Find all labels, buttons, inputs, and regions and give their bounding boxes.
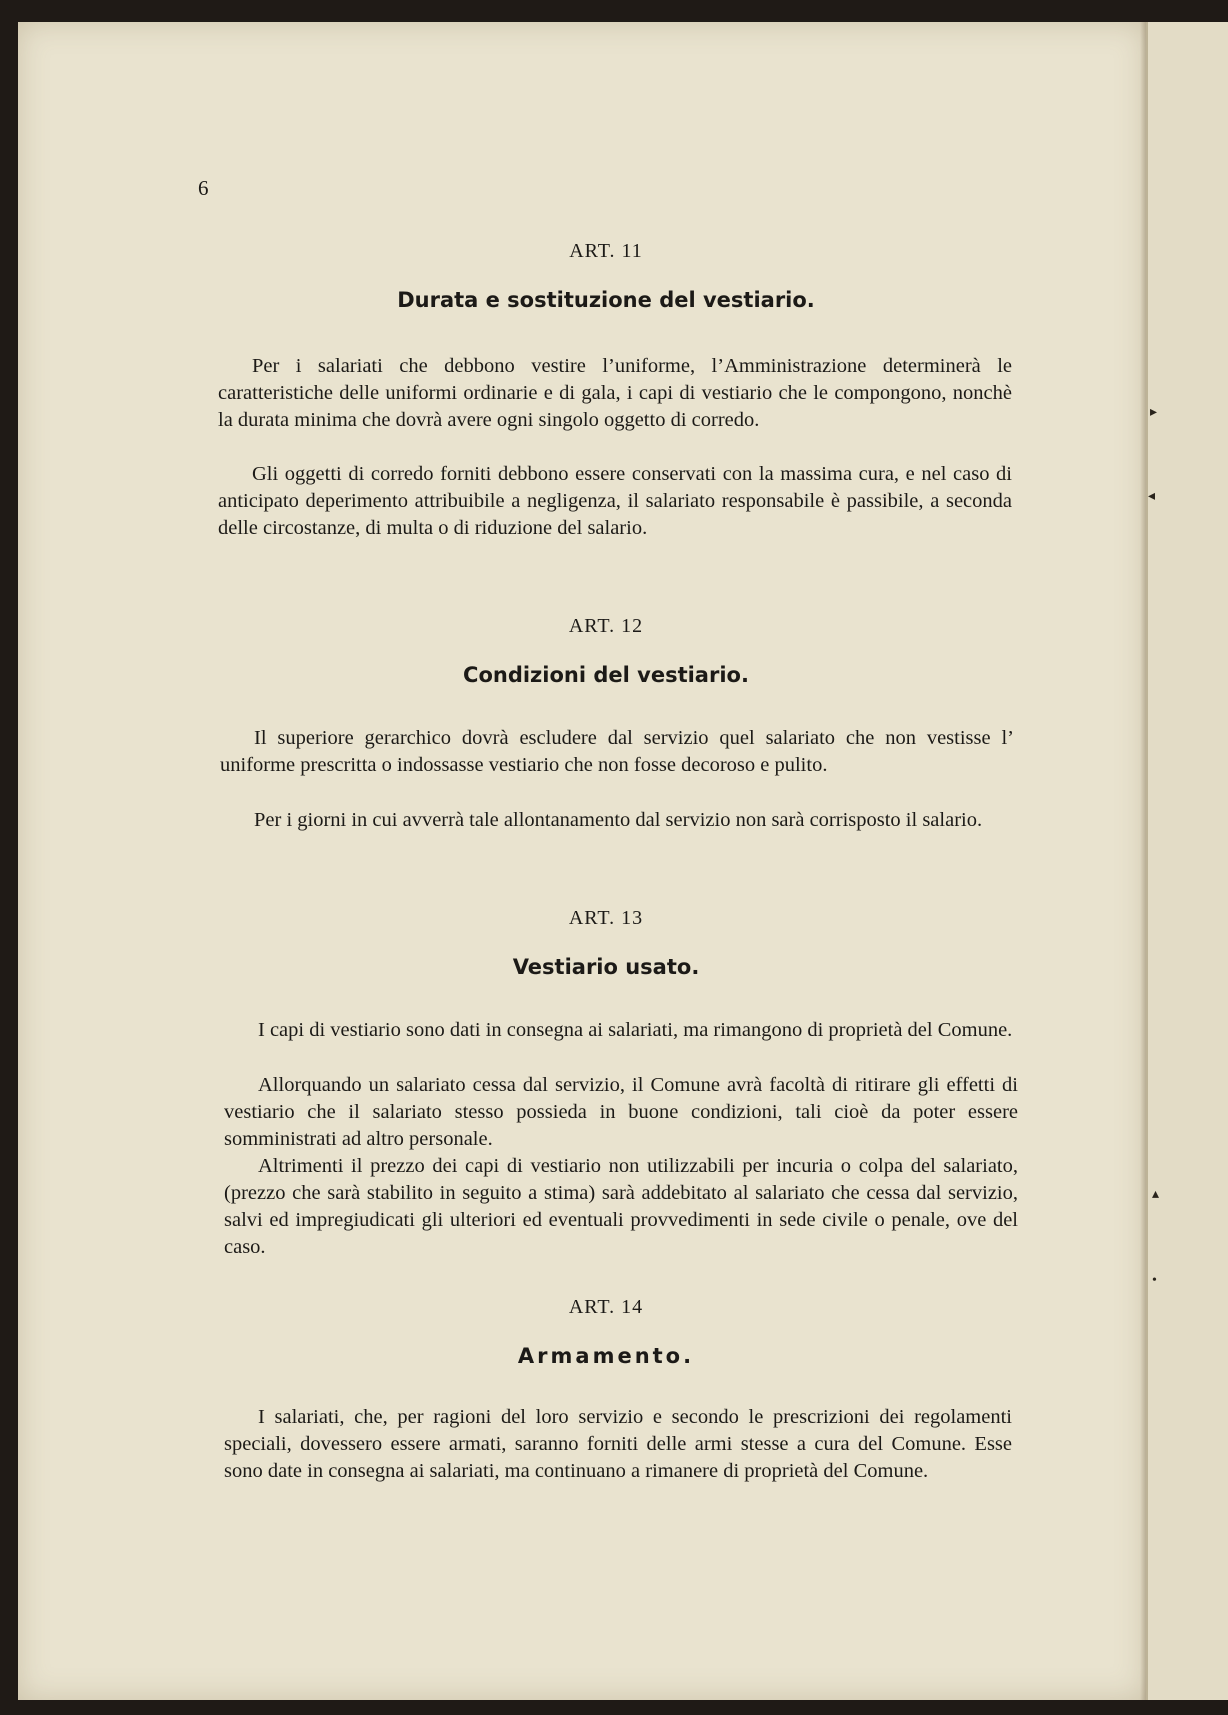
article-13-paragraph-2: Allorquando un salariato cessa dal servizio, il Comune avrà facoltà di ritirare gli effetti di vestiario che il salariato stesso possieda in buone condizioni, tali cioè da poter essere somministrati ad altro personale. (224, 1074, 1018, 1150)
article-14-title: Armamento. (517, 1344, 695, 1368)
article-14-paragraph-1: I salariati, che, per ragioni del loro servizio e secondo le prescrizioni dei regolamenti speciali, dovessero essere armati, saranno forniti delle armi stesse a cura del Comune. Esse sono date in consegna ai salariati, ma continuano a rimanere di proprietà del Comune. (224, 1406, 1012, 1482)
article-12-paragraph-2: Per i giorni in cui avverrà tale allontanamento dal servizio non sarà corrisposto il salario. (254, 809, 983, 831)
page-number: 6 (198, 176, 209, 200)
adjacent-page-edge (1146, 22, 1228, 1700)
article-11-paragraph-1: Per i salariati che debbono vestire l’uniforme, l’Amministrazione determinerà le caratteristiche delle uniformi ordinarie e di gala, i capi di vestiario che le compongono, nonchè la durata minima che dovrà avere ogni singolo oggetto di corredo. (218, 355, 1012, 431)
margin-mark-icon: ◂ (1148, 489, 1156, 504)
article-11-label: ART. 11 (569, 240, 643, 262)
article-11-paragraph-2: Gli oggetti di corredo forniti debbono essere conservati con la massima cura, e nel caso di anticipato deperimento attribuibile a negligenza, il salariato responsabile è passibile, a seconda delle circostanze, di multa o di riduzione del salario. (218, 463, 1012, 539)
article-13-paragraph-1: I capi di vestiario sono dati in consegna ai salariati, ma rimangono di proprietà del Comune. (258, 1019, 1013, 1041)
article-12-label: ART. 12 (568, 615, 644, 637)
article-14-label: ART. 14 (568, 1296, 644, 1318)
article-13-paragraph-3: Altrimenti il prezzo dei capi di vestiario non utilizzabili per incuria o colpa del salariato, (prezzo che sarà stabilito in seguito a stima) sarà addebitato al salariato che cessa dal servizio, salvi ed impregiudicati gli ulteriori ed eventuali provvedimenti in sede civile o penale, ove del caso. (224, 1155, 1018, 1258)
article-13-label: ART. 13 (568, 907, 644, 929)
article-11-title: Durata e sostituzione del vestiario. (397, 288, 815, 312)
article-13-title: Vestiario usato. (512, 955, 700, 979)
margin-mark-icon: • (1152, 1273, 1157, 1288)
article-12-paragraph-1: Il superiore gerarchico dovrà escludere dal servizio quel salariato che non vestisse l’ uniforme prescritta o indossasse vestiario che non fosse decoroso e pulito. (220, 727, 1014, 776)
article-12-title: Condizioni del vestiario. (463, 663, 749, 687)
margin-mark-icon: ▴ (1152, 1187, 1160, 1202)
margin-mark-icon: ▸ (1150, 405, 1158, 420)
